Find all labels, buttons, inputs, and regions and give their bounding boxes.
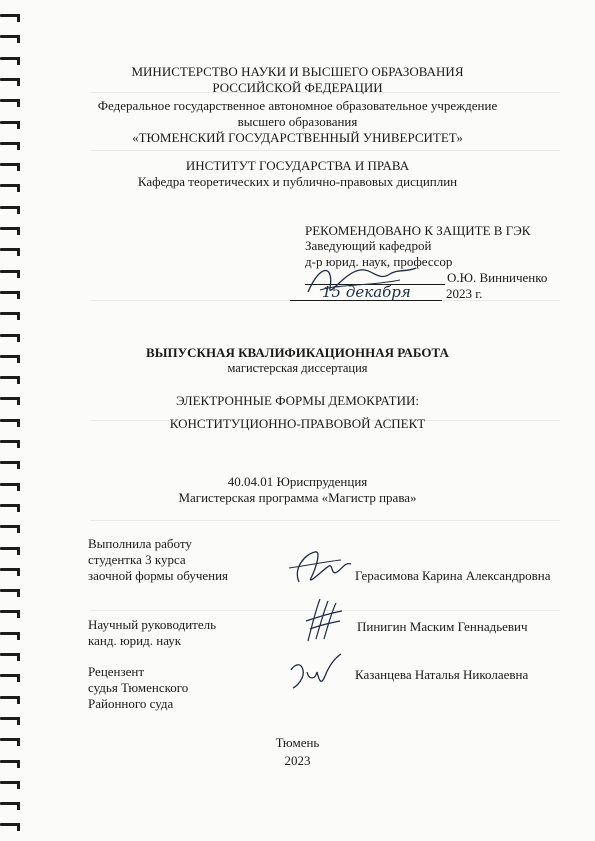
specialty-code: 40.04.01 Юриспруденция	[227, 474, 368, 489]
binding-clip	[0, 525, 24, 531]
department-name: Кафедра теоретических и публично-правовых дисциплин	[137, 174, 458, 189]
author-label-3: заочной формы обучения	[88, 568, 229, 583]
institution-line-1: Федеральное государственное автономное образовательное учреждение	[97, 98, 498, 113]
binding-clip	[0, 14, 24, 20]
city: Тюмень	[275, 735, 320, 750]
work-title-line-2: КОНСТИТУЦИОННО-ПРАВОВОЙ АСПЕКТ	[169, 416, 426, 431]
binding-clip	[0, 440, 24, 446]
ministry-line-2: РОССИЙСКОЙ ФЕДЕРАЦИИ	[212, 80, 383, 95]
reviewer-name: Казанцева Наталья Николаевна	[355, 667, 529, 682]
author-label-2: студентка 3 курса	[88, 552, 186, 567]
reviewer-label-1: Рецензент	[88, 664, 145, 679]
binding-clip	[0, 717, 24, 723]
university-name: «ТЮМЕНСКИЙ ГОСУДАРСТВЕННЫЙ УНИВЕРСИТЕТ»	[132, 130, 463, 145]
binding-clip	[0, 227, 24, 233]
binding-clip	[0, 674, 24, 680]
binding-clip	[0, 547, 24, 553]
approval-title: РЕКОМЕНДОВАНО К ЗАЩИТЕ В ГЭК	[305, 223, 531, 238]
binding-clip	[0, 781, 24, 787]
binding-clip	[0, 589, 24, 595]
binding-clip	[0, 632, 24, 638]
binding-clip	[0, 270, 24, 276]
binding-clip	[0, 248, 24, 254]
binding-clip	[0, 312, 24, 318]
binding-clip	[0, 291, 24, 297]
author-name: Герасимова Карина Александровна	[355, 568, 551, 583]
binding-clip	[0, 653, 24, 659]
binding-clip	[0, 57, 24, 63]
binding-clip	[0, 823, 24, 829]
work-subtype: магистерская диссертация	[227, 361, 368, 375]
reviewer-signature	[285, 650, 345, 700]
approval-degree: д-р юрид. наук, профессор	[305, 254, 453, 269]
reviewer-label-2: судья Тюменского	[88, 680, 189, 695]
institution-line-2: высшего образования	[237, 114, 358, 129]
handwritten-date: 15 декабря	[322, 283, 411, 301]
institute-name: ИНСТИТУТ ГОСУДАРСТВА И ПРАВА	[185, 158, 410, 173]
binding-clip	[0, 568, 24, 574]
head-name: О.Ю. Винниченко	[447, 270, 548, 285]
binding-clip	[0, 35, 24, 41]
approval-year: 2023 г.	[446, 286, 483, 301]
work-title-line-1: ЭЛЕКТРОННЫЕ ФОРМЫ ДЕМОКРАТИИ:	[176, 393, 419, 408]
binding-clip	[0, 802, 24, 808]
program-name: Магистерская программа «Магистр права»	[178, 490, 417, 505]
binding-clip	[0, 376, 24, 382]
supervisor-label-2: канд. юрид. наук	[88, 633, 182, 648]
binding-clip	[0, 610, 24, 616]
binding-clip	[0, 696, 24, 702]
supervisor-signature	[298, 595, 348, 650]
supervisor-label-1: Научный руководитель	[88, 617, 217, 632]
binding-clip	[0, 206, 24, 212]
reviewer-label-3: Районного суда	[88, 696, 174, 711]
footer-year: 2023	[284, 753, 311, 768]
work-type: ВЫПУСКНАЯ КВАЛИФИКАЦИОННАЯ РАБОТА	[146, 345, 449, 360]
author-signature	[285, 548, 355, 593]
binding-clip	[0, 334, 24, 340]
approval-position: Заведующий кафедрой	[305, 238, 432, 253]
binding-clip	[0, 461, 24, 467]
ministry-line-1: МИНИСТЕРСТВО НАУКИ И ВЫСШЕГО ОБРАЗОВАНИЯ	[131, 64, 464, 79]
supervisor-name: Пинигин Маским Геннадьевич	[357, 619, 528, 634]
author-label-1: Выполнила работу	[88, 536, 192, 551]
